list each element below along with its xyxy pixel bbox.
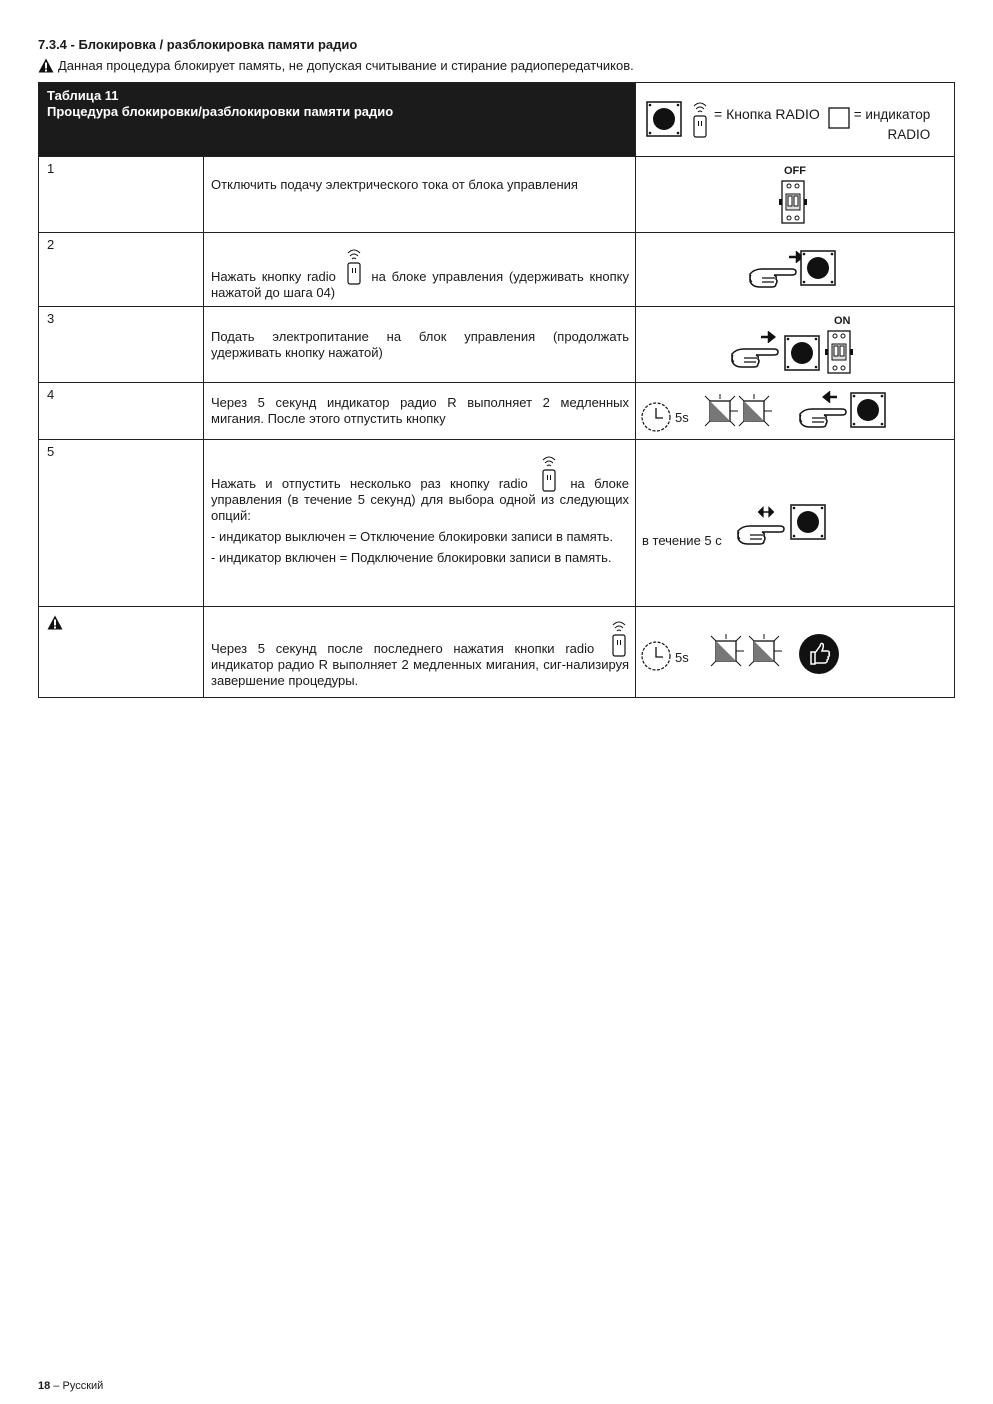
step-number: 3 xyxy=(39,307,204,383)
radio-button-icon xyxy=(850,392,886,428)
step-illustration xyxy=(636,157,955,233)
step-illustration xyxy=(636,607,955,698)
thumbs-up-icon xyxy=(798,633,840,675)
step-number: 4 xyxy=(39,383,204,440)
radio-button-icon xyxy=(784,335,820,371)
radio-button-icon xyxy=(800,250,836,286)
table-row xyxy=(39,157,955,233)
hand-press-icon xyxy=(730,341,780,371)
step-warning xyxy=(39,607,204,698)
radio-button-icon xyxy=(790,504,826,540)
step-number: 1 xyxy=(39,157,204,233)
legend-button-label: = Кнопка RADIO xyxy=(714,106,820,122)
step-text: Через 5 секунд индикатор радио R выполняет 2 медленных мигания. После этого отпустить кнопку xyxy=(204,383,636,440)
section-note-text: Данная процедура блокирует память, не допуская считывание и стирание радиопередатчиков. xyxy=(58,58,634,73)
table-row xyxy=(39,307,955,383)
step-text: Через 5 секунд после последнего нажатия кнопки radio индикатор радио R выполняет 2 медленных мигания, сиг-нализируя завершение процедуры. xyxy=(204,607,636,698)
step-illustration xyxy=(636,233,955,307)
warning-icon xyxy=(47,615,63,630)
legend-indicator-label: = индикатор xyxy=(853,107,931,122)
warning-icon xyxy=(38,58,54,73)
table-header xyxy=(39,83,636,157)
remote-icon xyxy=(609,619,629,657)
radio-button-icon xyxy=(646,101,682,137)
step-text: Подать электропитание на блок управления (продолжать удерживать кнопку нажатой) xyxy=(204,307,636,383)
step-number: 2 xyxy=(39,233,204,307)
indicator-icon xyxy=(828,107,850,129)
table-row xyxy=(39,607,955,698)
table-title: Процедура блокировки/разблокировки памяти радио xyxy=(47,104,394,119)
legend-cell xyxy=(636,83,955,157)
step-number: 5 xyxy=(39,440,204,607)
option-on: - индикатор включен = Подключение блокировки записи в память. xyxy=(211,550,612,565)
step-illustration xyxy=(636,383,955,440)
clock-icon xyxy=(640,640,672,672)
table-label: Таблица 11 xyxy=(47,88,119,103)
hand-press-icon xyxy=(748,261,798,291)
footer-language: Русский xyxy=(62,1380,104,1392)
blink-indicator-icon xyxy=(744,633,784,669)
hand-press-icon xyxy=(736,518,786,548)
option-off: - индикатор выключен = Отключение блокировки записи в память. xyxy=(211,529,614,544)
step-illustration xyxy=(636,440,955,607)
remote-icon xyxy=(539,454,559,492)
step-text: Нажать кнопку radio на блоке управления (удерживать кнопку нажатой до шага 04) xyxy=(204,233,636,307)
remote-icon xyxy=(690,100,710,138)
section-note xyxy=(38,58,634,73)
section-title: 7.3.4 - Блокировка / разблокировка памяти радио xyxy=(38,37,358,52)
breaker-icon xyxy=(824,329,854,375)
hand-press-icon xyxy=(798,401,848,431)
time-label: 5s xyxy=(675,650,689,665)
step-text: Отключить подачу электрического тока от блока управления xyxy=(204,157,636,233)
page-number: 18 xyxy=(38,1380,51,1392)
blink-indicator-icon xyxy=(734,393,774,429)
step-text: Нажать и отпустить несколько раз кнопку radio на блоке управления (в течение 5 секунд) для выбора одной из следующих опций: - индикатор выключен = Отключение блокировки записи в память. - индикатор включен = Подключение блокировки записи в память. xyxy=(204,440,636,607)
table-row xyxy=(39,440,955,607)
arrow-left-right-icon xyxy=(758,506,774,518)
time-label: 5s xyxy=(675,410,689,425)
off-label: OFF xyxy=(784,165,806,177)
table-row xyxy=(39,233,955,307)
remote-icon xyxy=(344,247,364,285)
procedure-table xyxy=(38,82,955,698)
blink-indicator-icon xyxy=(706,633,746,669)
table-row xyxy=(39,383,955,440)
page-footer: 18 – Русский xyxy=(38,1380,104,1392)
time-label: в течение 5 с xyxy=(642,533,722,548)
legend-indicator-label-2: RADIO xyxy=(887,127,931,142)
breaker-icon xyxy=(778,179,808,225)
clock-icon xyxy=(640,401,672,433)
on-label: ON xyxy=(834,315,851,327)
step-illustration xyxy=(636,307,955,383)
